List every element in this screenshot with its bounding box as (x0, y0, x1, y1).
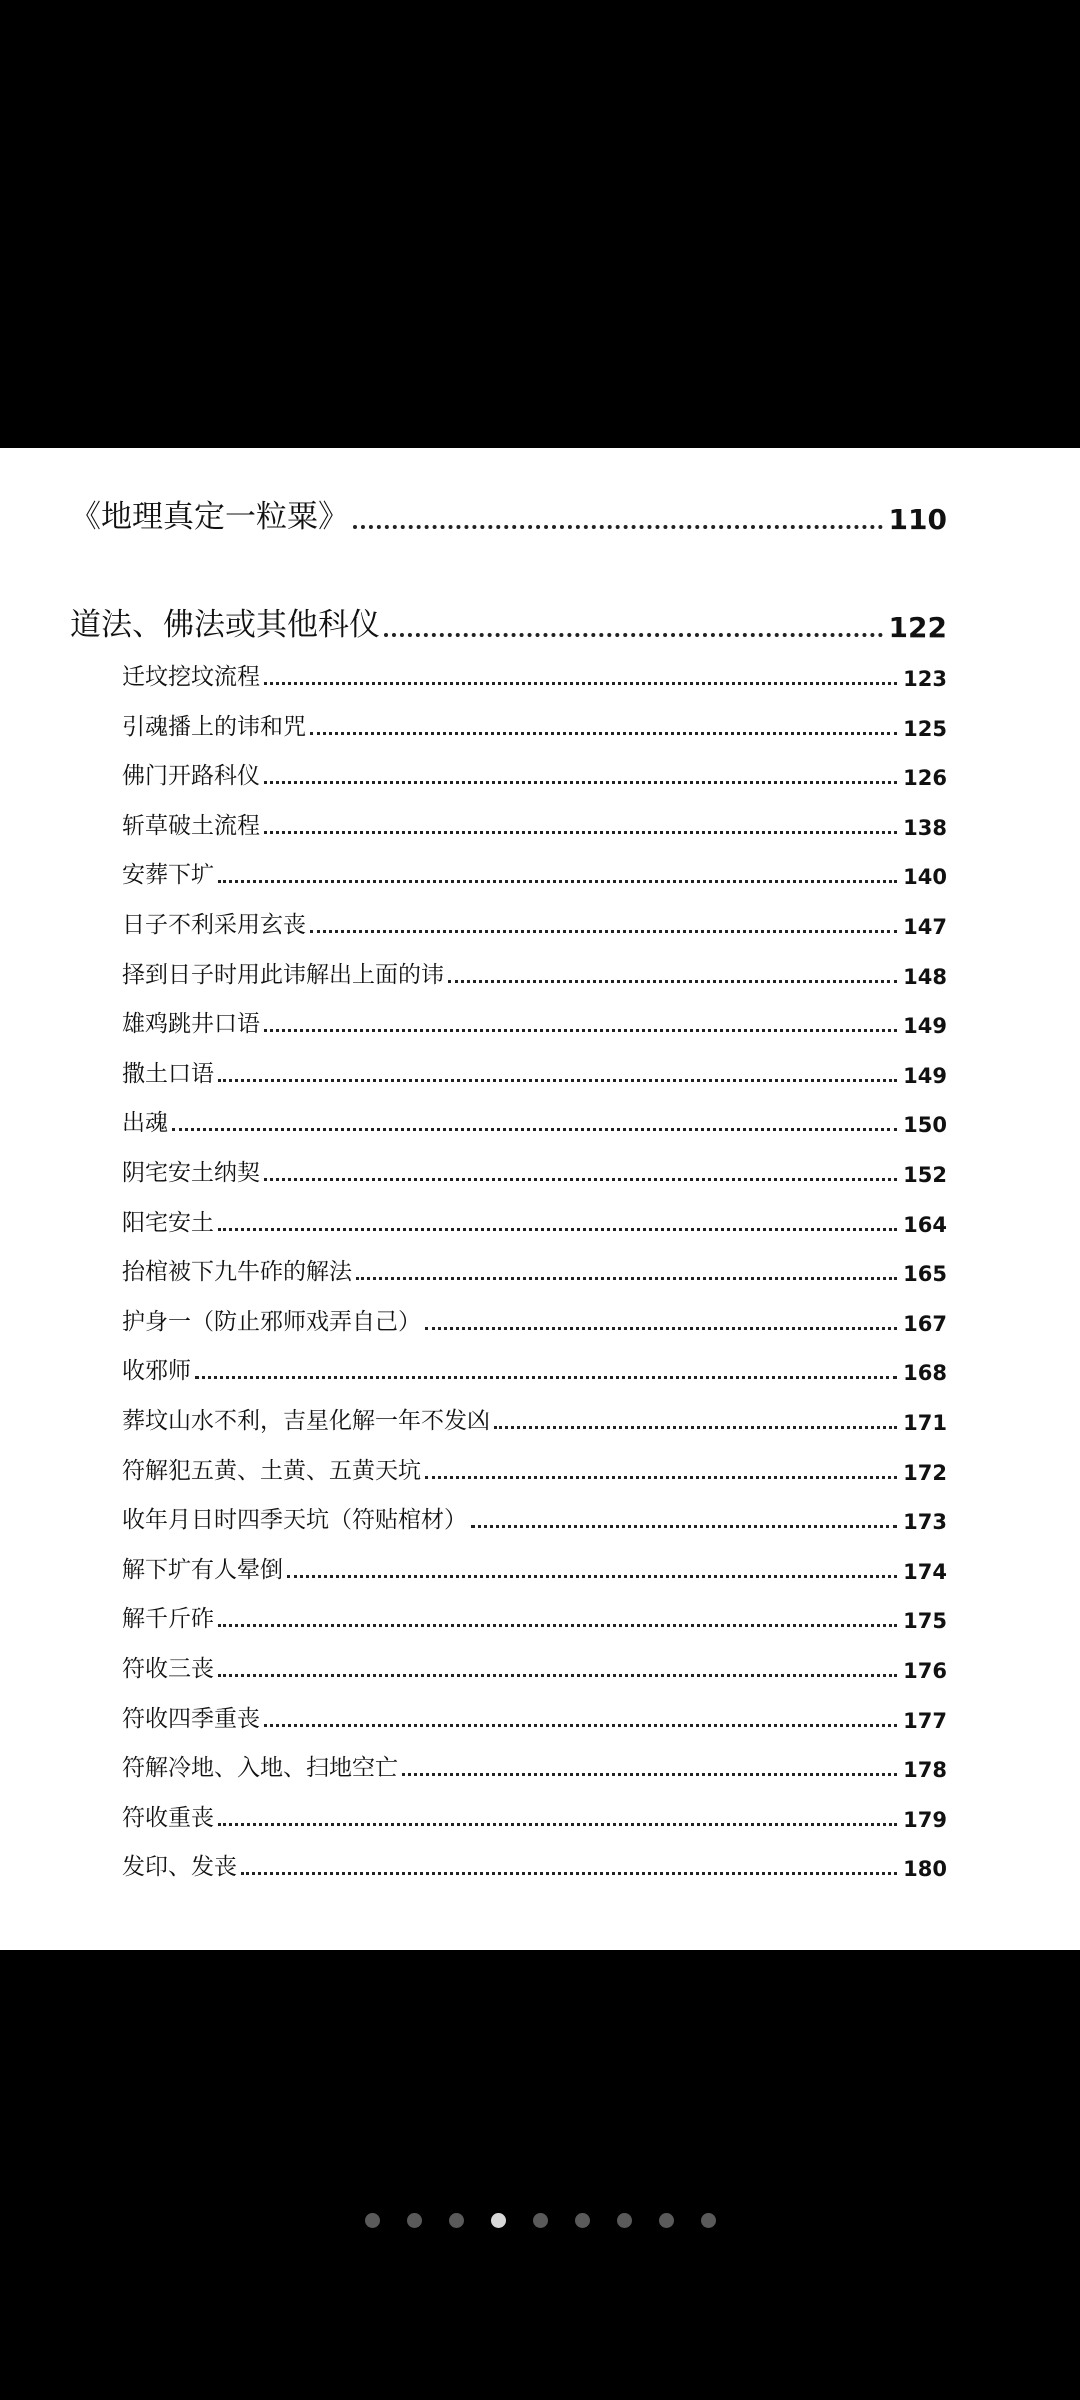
toc-entry-title: 阳宅安土 (122, 1209, 214, 1236)
dot-leader (264, 1029, 897, 1032)
pager-dot[interactable] (449, 2213, 464, 2228)
document-page (0, 448, 1080, 1950)
toc-entry-top[interactable] (70, 484, 947, 536)
dot-leader (218, 1228, 897, 1231)
toc-entry[interactable] (122, 1048, 947, 1088)
toc-entry[interactable] (122, 1147, 947, 1187)
toc-entry[interactable] (122, 998, 947, 1038)
dot-leader (402, 1773, 897, 1776)
toc-entry-title: 符收三丧 (122, 1656, 214, 1682)
toc-entry-page-number: 150 (903, 1113, 947, 1138)
dot-leader (448, 980, 897, 983)
toc-entry[interactable] (122, 1792, 947, 1832)
pager-dot[interactable] (407, 2213, 422, 2228)
toc-entry-page-number: 178 (903, 1758, 947, 1783)
toc-entry-page-number: 175 (903, 1609, 947, 1634)
dot-leader (264, 831, 897, 834)
toc-entry-title: 日子不利采用玄丧 (122, 912, 306, 938)
toc-page-number: 110 (888, 503, 947, 536)
dot-leader (425, 1476, 897, 1479)
dot-leader (218, 880, 897, 883)
toc-entry[interactable] (122, 1395, 947, 1435)
toc-entry-title: 符解冷地、入地、扫地空亡 (122, 1755, 398, 1782)
dot-leader (264, 1178, 897, 1181)
dot-leader (264, 682, 897, 685)
pager-dot[interactable] (617, 2213, 632, 2228)
toc-section-heading[interactable] (70, 592, 947, 644)
dot-leader (195, 1376, 897, 1379)
toc-entry[interactable] (122, 1445, 947, 1485)
toc-entry[interactable] (122, 1296, 947, 1336)
pager-dot[interactable] (533, 2213, 548, 2228)
toc-entry-page-number: 173 (903, 1510, 947, 1535)
toc-entry[interactable] (122, 1494, 947, 1534)
toc-entry-page-number: 152 (903, 1163, 947, 1187)
toc-entry-title: 雄鸡跳井口语 (122, 1011, 260, 1038)
toc-entry[interactable] (122, 701, 947, 741)
toc-entry[interactable] (122, 800, 947, 840)
toc-entry-title: 解千斤砟 (122, 1606, 214, 1633)
toc-entry-title: 符收四季重丧 (122, 1705, 260, 1732)
toc-entry[interactable] (122, 1246, 947, 1286)
dot-leader (218, 1624, 897, 1627)
dot-leader (287, 1575, 897, 1578)
toc-entry-page-number: 179 (903, 1807, 947, 1832)
toc-entry-title: 收邪师 (122, 1358, 191, 1385)
toc-entry-title: 出魂 (122, 1110, 168, 1137)
toc-entry-page-number: 126 (903, 766, 947, 791)
toc-entry-page-number: 180 (903, 1857, 947, 1882)
toc-entry[interactable] (122, 1693, 947, 1733)
dot-leader (356, 1277, 897, 1280)
toc-entry[interactable] (122, 1643, 947, 1683)
pager-dot[interactable] (659, 2213, 674, 2228)
toc-entry[interactable] (122, 1742, 947, 1782)
dot-leader (264, 781, 897, 784)
dot-leader (218, 1823, 897, 1826)
pager-dot[interactable] (701, 2213, 716, 2228)
toc-entry-title: 收年月日时四季天坑（符贴棺材） (122, 1507, 467, 1534)
toc-entry-page-number: 123 (903, 667, 947, 691)
toc-entry-page-number: 140 (903, 865, 947, 890)
pager-dot[interactable] (365, 2213, 380, 2228)
toc-entry[interactable] (122, 1544, 947, 1584)
dot-leader (264, 1724, 897, 1727)
dot-leader (353, 525, 883, 529)
toc-entry-title: 撒土口语 (122, 1060, 214, 1087)
section-title: 道法、佛法或其他科仪 (70, 607, 380, 643)
toc-entry-page-number: 167 (903, 1311, 947, 1336)
toc-entry-page-number: 149 (903, 1014, 947, 1039)
dot-leader (310, 732, 897, 735)
toc-entry-page-number: 148 (903, 964, 947, 989)
toc-entry-page-number: 172 (903, 1460, 947, 1485)
toc-entry-page-number: 149 (903, 1063, 947, 1088)
toc-entry-page-number: 147 (903, 915, 947, 939)
toc-entry[interactable] (122, 651, 947, 691)
toc-entry-title: 抬棺被下九牛砟的解法 (122, 1259, 352, 1286)
toc-title: 《地理真定一粒粟》 (70, 499, 349, 535)
toc-entry-page-number: 125 (903, 716, 947, 741)
pager-dot[interactable] (575, 2213, 590, 2228)
toc-entry-page-number: 174 (903, 1559, 947, 1584)
toc-entry[interactable] (122, 949, 947, 989)
toc-entry-page-number: 168 (903, 1361, 947, 1386)
dot-leader (425, 1327, 897, 1330)
toc-entry-title: 佛门开路科仪 (122, 763, 260, 790)
toc-entry-title: 符解犯五黄、土黄、五黄天坑 (122, 1457, 421, 1484)
toc-entry-page-number: 176 (903, 1659, 947, 1683)
toc-entry[interactable] (122, 1197, 947, 1237)
toc-entry-page-number: 177 (903, 1708, 947, 1733)
toc-entry[interactable] (122, 1097, 947, 1137)
toc-entry-title: 引魂播上的讳和咒 (122, 713, 306, 740)
toc-entry-title: 迁坟挖坟流程 (122, 664, 260, 690)
toc-entry-title: 葬坟山水不利，吉星化解一年不发凶 (122, 1408, 490, 1434)
toc-entry-page-number: 165 (903, 1262, 947, 1287)
toc-entry[interactable] (122, 1593, 947, 1633)
dot-leader (310, 930, 897, 933)
dot-leader (384, 633, 883, 637)
toc-entry[interactable] (122, 899, 947, 939)
toc-entry-title: 阴宅安土纳契 (122, 1160, 260, 1186)
section-page-number: 122 (888, 611, 947, 644)
toc-entry[interactable] (122, 1841, 947, 1881)
toc-entry[interactable] (122, 1345, 947, 1385)
dot-leader (241, 1872, 897, 1875)
toc-entry-page-number: 138 (903, 815, 947, 840)
dot-leader (471, 1525, 897, 1528)
pager-dot-active[interactable] (491, 2213, 506, 2228)
toc-entry[interactable] (122, 849, 947, 889)
toc-entry[interactable] (122, 750, 947, 790)
page-indicator[interactable] (0, 2208, 1080, 2232)
toc-entry-title: 护身一（防止邪师戏弄自己） (122, 1308, 421, 1335)
toc-entry-title: 符收重丧 (122, 1804, 214, 1831)
dot-leader (494, 1426, 897, 1429)
dot-leader (218, 1079, 897, 1082)
toc-entry-page-number: 164 (903, 1212, 947, 1237)
toc-entry-title: 安葬下圹 (122, 862, 214, 889)
dot-leader (172, 1128, 897, 1131)
toc-entry-title: 择到日子时用此讳解出上面的讳 (122, 961, 444, 988)
toc-entry-title: 发印、发丧 (122, 1854, 237, 1881)
toc-entry-title: 解下圹有人晕倒 (122, 1556, 283, 1583)
dot-leader (218, 1674, 897, 1677)
toc-entry-title: 斩草破土流程 (122, 812, 260, 839)
toc-entry-page-number: 171 (903, 1411, 947, 1435)
